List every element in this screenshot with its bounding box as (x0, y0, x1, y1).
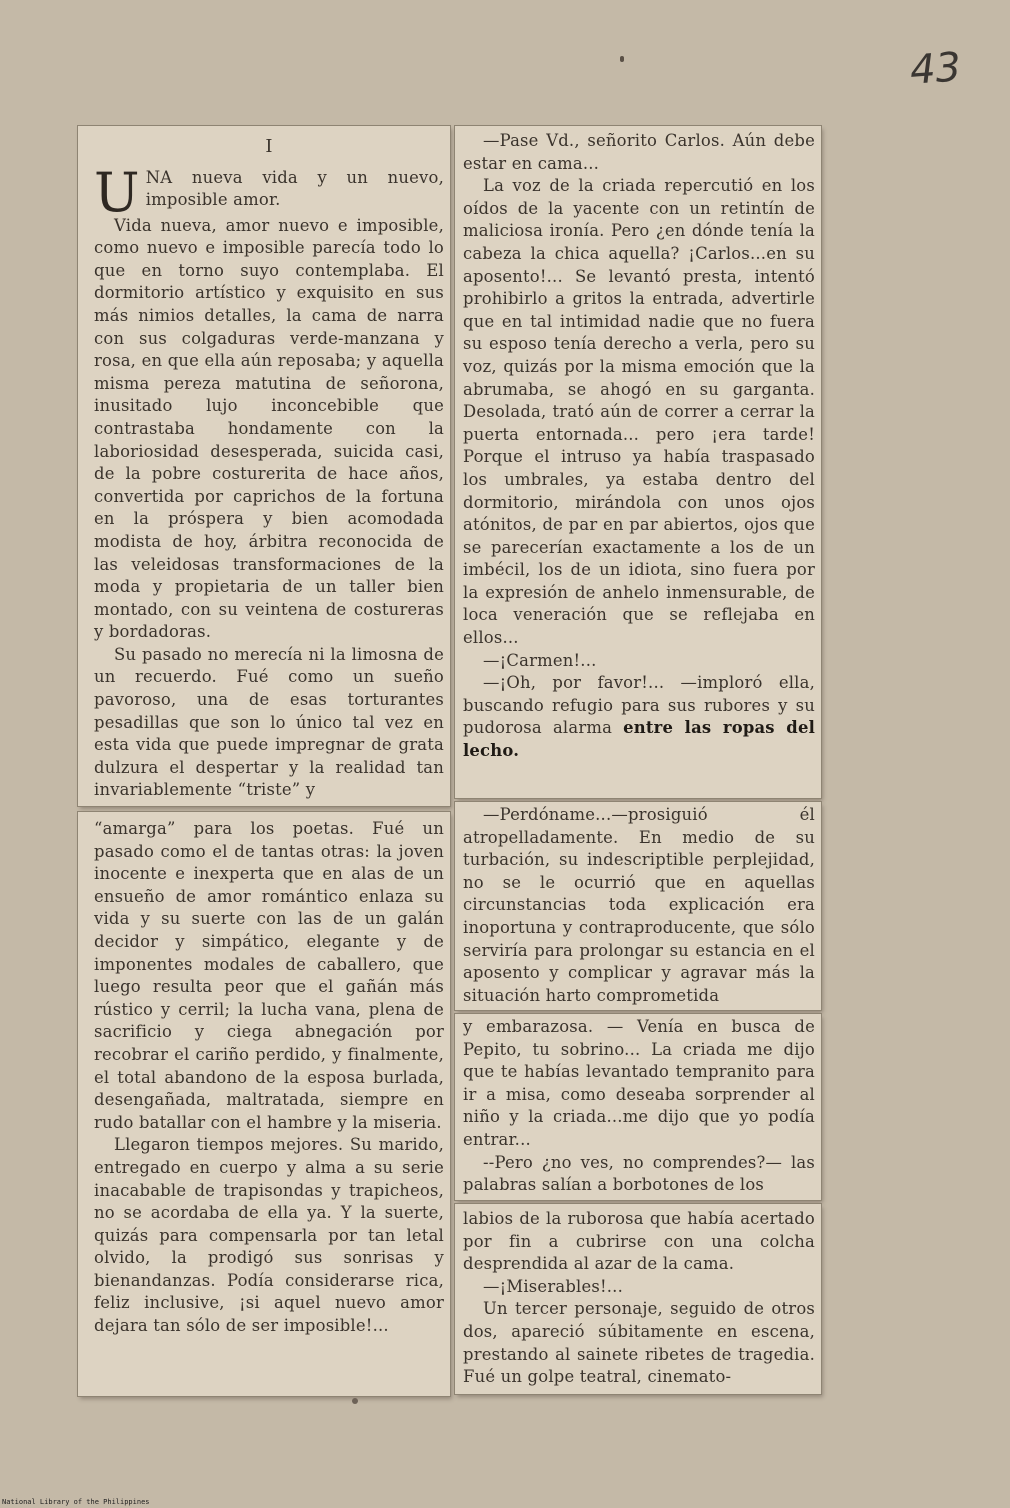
paragraph: Un tercer personaje, seguido de otros dos, apareció súbitamente en escena, prestando al sainete ribetes de tragedia. Fué un golpe teatral, cinemato- (463, 1299, 815, 1387)
paragraph: La voz de la criada repercutió en los oídos de la yacente con un retintín de maliciosa ironía. Pero ¿en dónde tenía la cabeza la chica aquella? ¡Carlos...en su aposento!... Se levantó presta, intentó prohibirlo a gritos la entrada, advertirle que en tal intimidad nadie que no fuera su esposo tenía derecho a verla, pero su voz, quizás por la misma emoción que la abrumaba, se ahogó en su garganta. Desolada, trató aún de correr a cerrar la puerta entornada... pero ¡era tarde! Porque el intruso ya había traspasado los umbrales, ya estaba dentro del dormitorio, mirándola con unos ojos atónitos, de par en par abiertos, ojos que se parecerían exactamente a los de un imbécil, los de un idiota, sino fuera por la expresión de anhelo inmensurable, de loca veneración que se reflejaba en ellos... (463, 176, 815, 648)
drop-cap-letter: U (94, 166, 140, 215)
dialogue-line (463, 672, 815, 762)
paragraph: Llegaron tiempos mejores. Su marido, entregado en cuerpo y alma a su serie inacabable de trapisondas y trapicheos, no se acordaba de ella ya. Y la suerte, quizás para compensarla por tan letal olvido, la prodigó sus sonrisas y bienandanzas. Podía considerarse rica, feliz inclusive, ¡si aquel nuevo amor dejara tan sólo de ser imposible!... (94, 1135, 444, 1336)
clipping-column-2-middle (455, 802, 821, 1010)
opening-text: NA nueva vida y un nuevo, imposible amor. (145, 167, 444, 210)
paragraph: y embarazosa. — Venía en busca de Pepito, tu sobrino... La criada me dijo que te habías levantado tempranito para ir a misa, como deseaba sorprender al niño y la criada...me dijo que yo podía entrar... (463, 1017, 815, 1149)
opening-line (94, 167, 444, 215)
clipping-column-1-bottom (78, 812, 450, 1396)
clipping-column-2-lower (455, 1014, 821, 1200)
dialogue-text: —¡Oh, por favor!... —imploró ella, buscando refugio para sus rubores y su pudorosa alarma (463, 673, 815, 738)
paragraph: —Perdóname...—prosiguió él atropelladamente. En medio de su turbación, su indescriptible perplejidad, no se le ocurrió que en aquellas circunstancias toda explicación era inoportuna y contraproducente, que sólo serviría para prolongar su estancia en el aposento y complicar y agravar más la situación harto comprometida (463, 805, 815, 1005)
dialogue-line: —Pase Vd., señorito Carlos. Aún debe estar en cama... (463, 131, 815, 173)
paragraph: Vida nueva, amor nuevo e imposible, como nuevo e imposible parecía todo lo que en torno suyo contemplaba. El dormitorio artístico y exquisito en sus más nimios detalles, la cama de narra con sus colgaduras verde-manzana y rosa, en que ella aún reposaba; y aquella misma pereza matutina de señorona, inusitado lujo inconcebible que contrastaba hondamente con la laboriosidad desesperada, suicida casi, de la pobre costurerita de hace años, convertida por caprichos de la fortuna en la próspera y bien acomodada modista de hoy, árbitra reconocida de las veleidosas transformaciones de la moda y propietaria de un taller bien montado, con su veintena de costureras y bordadoras. (94, 215, 444, 642)
paragraph: Su pasado no merecía ni la limosna de un recuerdo. Fué como un sueño pavoroso, una de esas torturantes pesadillas que son lo único tal vez en esta vida que puede impregnar de grata dulzura el despertar y la realidad tan invariablemente “triste” y (94, 644, 444, 800)
paragraph: labios de la ruborosa que había acertado por fin a cubrirse con una colcha desprendida al azar de la cama. (463, 1209, 815, 1274)
page-number: 43 (908, 44, 963, 94)
clipping-column-2-top (455, 126, 821, 798)
dialogue-line: —¡Carmen!... (483, 650, 597, 670)
footer-credit: National Library of the Philippines (2, 1498, 150, 1506)
clipping-column-2-bottom (455, 1204, 821, 1394)
dialogue-line: —¡Miserables!... (483, 1276, 623, 1296)
ink-dot (620, 56, 624, 62)
paragraph: “amarga” para los poetas. Fué un pasado como el de tantas otras: la joven inocente e inexperta que en alas de un ensueño de amor romántico enlaza su vida y su suerte con las de un galán decidor y simpático, elegante y de imponentes modales de caballero, que luego resulta peor que el gañán más rústico y cerril; la lucha vana, plena de sacrificio y ciega abnegación por recobrar el cariño perdido, y finalmente, el total abandono de la esposa burlada, desengañada, maltratada, siempre en rudo batallar con el hambre y la miseria. (94, 819, 444, 1132)
dialogue-line: --Pero ¿no ves, no comprendes?— las palabras salían a borbotones de los (463, 1152, 815, 1195)
clipping-column-1-top (78, 126, 450, 806)
paper-hole (352, 1398, 358, 1404)
dialogue-text-dark: entre las ropas del lecho. (463, 718, 815, 761)
chapter-heading: I (265, 136, 273, 157)
